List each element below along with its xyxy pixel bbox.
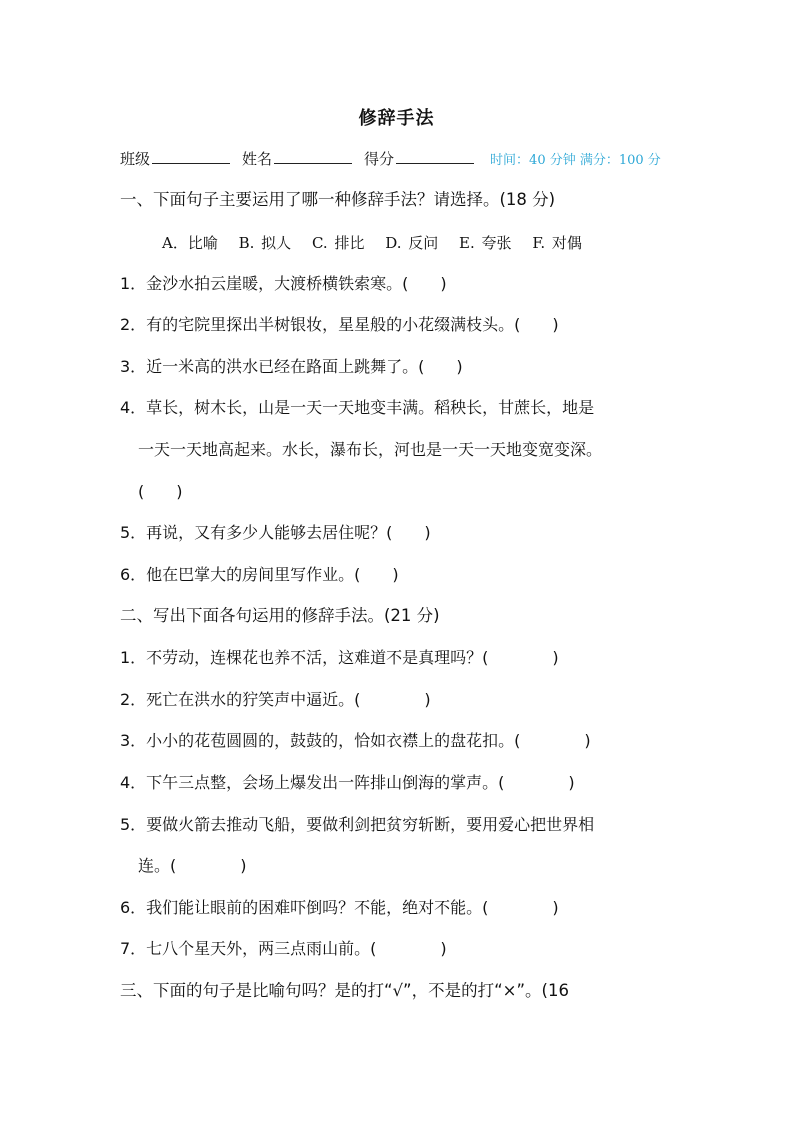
s1-question-6: 6．他在巴掌大的房间里写作业。( ) xyxy=(120,565,399,584)
s1-question-4: 4．草长，树木长，山是一天一天地变丰满。稻秧长，甘蔗长，地是 xyxy=(120,398,595,417)
s1-question-2: 2．有的宅院里探出半树银妆，星星般的小花缀满枝头。( ) xyxy=(120,315,559,334)
option-f: F. 对偶 xyxy=(532,234,582,252)
class-label: 班级 xyxy=(120,150,151,168)
name-blank[interactable] xyxy=(274,149,352,164)
time-score-info: 时间：40 分钟 满分：100 分 xyxy=(490,153,661,168)
option-d: D. 反问 xyxy=(385,234,439,252)
s2-question-4: 4．下午三点整，会场上爆发出一阵排山倒海的掌声。( ) xyxy=(120,773,575,792)
section3-heading: 三、下面的句子是比喻句吗？是的打“√”，不是的打“×”。(16 xyxy=(120,981,569,1000)
s1-question-4-answer: ( ) xyxy=(138,482,183,501)
s2-question-6: 6．我们能让眼前的困难吓倒吗？不能，绝对不能。( ) xyxy=(120,898,559,917)
s2-question-3: 3．小小的花苞圆圆的，鼓鼓的，恰如衣襟上的盘花扣。( ) xyxy=(120,731,591,750)
s1-question-3: 3．近一米高的洪水已经在路面上跳舞了。( ) xyxy=(120,357,463,376)
option-a: A．比喻 xyxy=(162,234,218,252)
s2-question-2: 2．死亡在洪水的狞笑声中逼近。( ) xyxy=(120,690,431,709)
s1-question-5: 5．再说，又有多少人能够去居住呢？( ) xyxy=(120,523,431,542)
class-blank[interactable] xyxy=(152,149,230,164)
s2-question-7: 7．七八个星天外，两三点雨山前。( ) xyxy=(120,939,447,958)
student-info-row xyxy=(120,148,680,169)
section1-options xyxy=(162,232,596,253)
s1-question-4-cont: 一天一天地高起来。水长，瀑布长，河也是一天一天地变宽变深。 xyxy=(138,440,603,459)
score-blank[interactable] xyxy=(396,149,474,164)
section2-heading: 二、写出下面各句运用的修辞手法。(21 分) xyxy=(120,606,440,625)
name-label: 姓名 xyxy=(242,150,273,168)
s2-question-5: 5．要做火箭去推动飞船，要做利剑把贫穷斩断，要用爱心把世界相 xyxy=(120,815,595,834)
score-label: 得分 xyxy=(364,150,395,168)
option-b: B. 拟人 xyxy=(238,234,292,252)
option-c: C. 排比 xyxy=(311,234,365,252)
page-title: 修辞手法 xyxy=(358,108,435,129)
s2-question-5-cont: 连。( ) xyxy=(138,856,247,875)
option-e: E. 夸张 xyxy=(459,234,512,252)
section1-heading: 一、下面句子主要运用了哪一种修辞手法？请选择。(18 分) xyxy=(120,190,556,209)
s1-question-1: 1．金沙水拍云崖暖，大渡桥横铁索寒。( ) xyxy=(120,274,447,293)
s2-question-1: 1．不劳动，连棵花也养不活，这难道不是真理吗？( ) xyxy=(120,648,559,667)
